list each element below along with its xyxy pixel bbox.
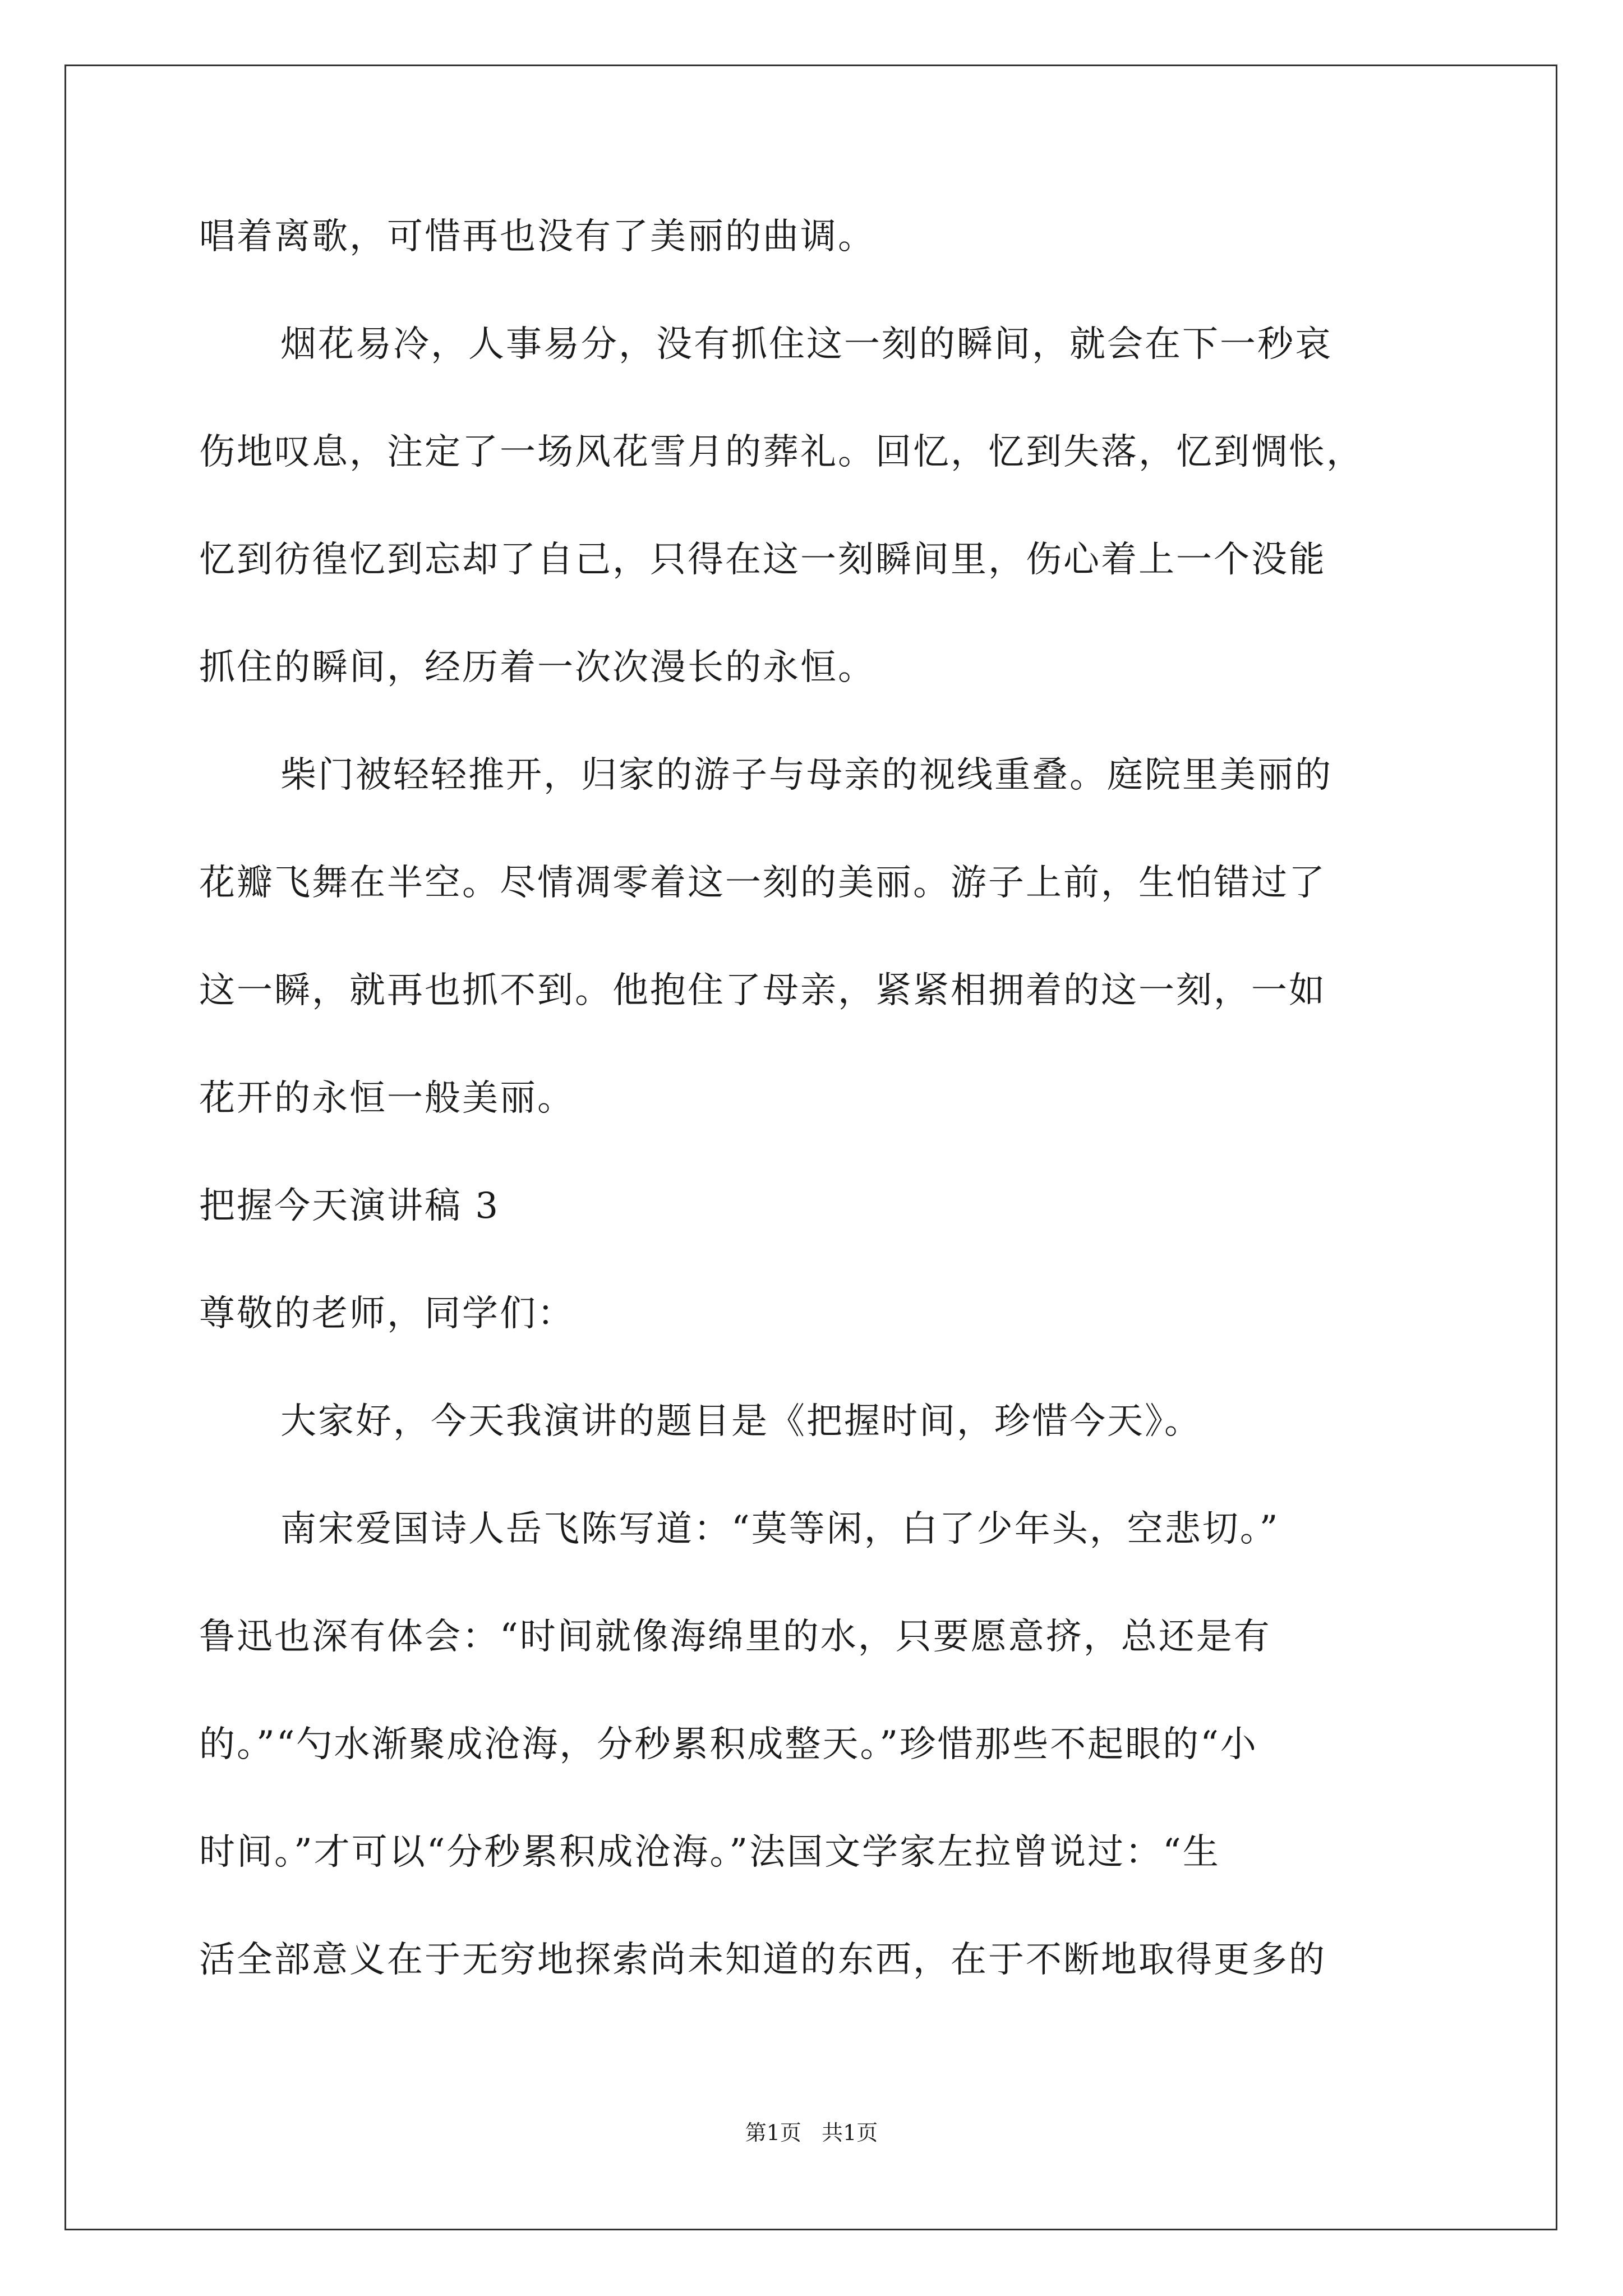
salutation: 尊敬的老师，同学们： bbox=[199, 1293, 575, 1335]
text-line: 鲁迅也深有体会：“时间就像海绵里的水，只要愿意挤，总还是有 bbox=[199, 1616, 1271, 1658]
text-line: 活全部意义在于无穷地探索尚未知道的东西，在于不断地取得更多的 bbox=[199, 1939, 1326, 1981]
text-line: 花瓣飞舞在半空。尽情凋零着这一刻的美丽。游子上前，生怕错过了 bbox=[199, 862, 1326, 904]
text-line: 忆到彷徨忆到忘却了自己，只得在这一刻瞬间里，伤心着上一个没能 bbox=[199, 539, 1326, 581]
page-border bbox=[64, 65, 1557, 2230]
text-line: 柴门被轻轻推开，归家的游子与母亲的视线重叠。庭院里美丽的 bbox=[280, 754, 1332, 796]
page-number-footer: 第1页 共1页 bbox=[745, 2120, 878, 2145]
section-heading: 把握今天演讲稿 3 bbox=[199, 1185, 500, 1227]
text-line: 唱着离歌，可惜再也没有了美丽的曲调。 bbox=[199, 216, 875, 257]
text-line: 时间。”才可以“分秒累积成沧海。”法国文学家左拉曾说过：“生 bbox=[199, 1832, 1220, 1873]
text-line: 伤地叹息，注定了一场风花雪月的葬礼。回忆，忆到失落，忆到惆怅， bbox=[199, 431, 1364, 473]
text-line: 的。”“勺水渐聚成沧海，分秒累积成整天。”珍惜那些不起眼的“小 bbox=[199, 1724, 1258, 1765]
text-line: 南宋爱国诗人岳飞陈写道：“莫等闲，白了少年头，空悲切。” bbox=[280, 1508, 1280, 1550]
text-line: 烟花易冷，人事易分，没有抓住这一刻的瞬间，就会在下一秒哀 bbox=[280, 324, 1332, 365]
text-line: 抓住的瞬间，经历着一次次漫长的永恒。 bbox=[199, 647, 875, 688]
text-line: 大家好，今天我演讲的题目是《把握时间，珍惜今天》。 bbox=[280, 1401, 1202, 1442]
text-line: 花开的永恒一般美丽。 bbox=[199, 1078, 575, 1119]
text-line: 这一瞬，就再也抓不到。他抱住了母亲，紧紧相拥着的这一刻，一如 bbox=[199, 970, 1326, 1011]
